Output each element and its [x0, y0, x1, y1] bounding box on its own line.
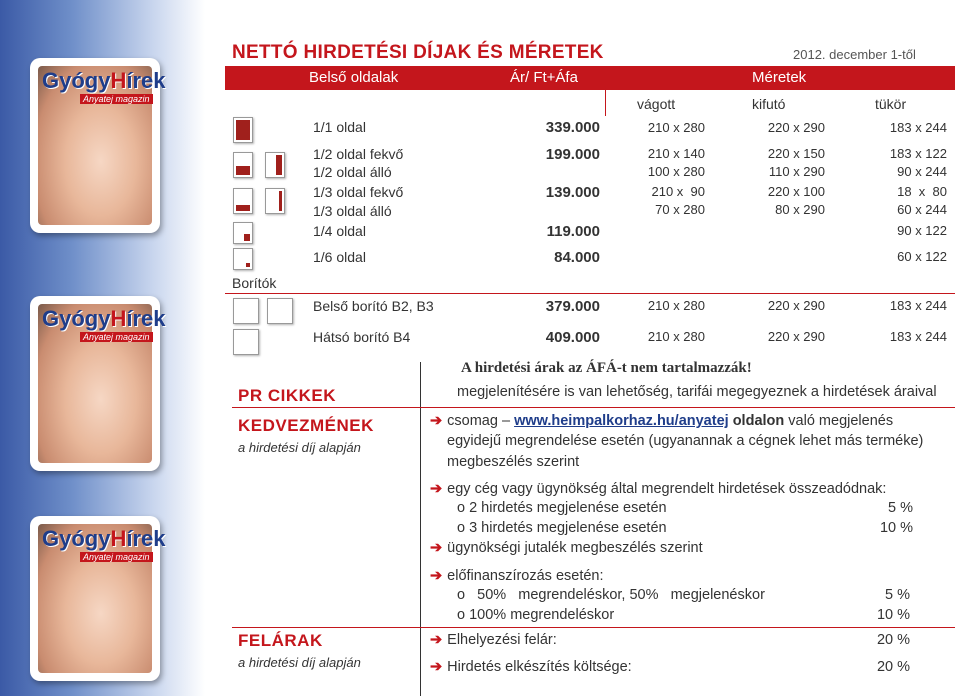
row-price: 199.000: [545, 146, 600, 163]
row-price: 139.000: [545, 184, 600, 201]
row-size-cut: 210 x 90: [651, 184, 705, 199]
row-label: 1/2 oldal fekvő: [313, 146, 404, 162]
row-size-bleed: 80 x 290: [775, 202, 825, 217]
cover-logo: GyógyHírek: [42, 526, 166, 551]
row-size-bleed: 220 x 100: [767, 184, 825, 199]
row-label: 1/1 oldal: [313, 119, 366, 135]
sidebar: [0, 0, 205, 696]
header-sizes: Méretek: [752, 69, 807, 86]
row-size-cut: 210 x 280: [647, 120, 705, 135]
surcharge-line: ➔ Hirdetés elkészítés költsége:: [430, 659, 632, 675]
section-divider: [232, 627, 955, 628]
row-price: 119.000: [546, 223, 600, 240]
surcharge-line: ➔ Elhelyezési felár:: [430, 632, 557, 648]
header-inner-pages: Belső oldalak: [309, 69, 399, 86]
pr-text: megjelenítésére is van lehetőség, tarifái megegyeznek a hirdetések áraival: [457, 384, 937, 400]
row-price: 379.000: [545, 298, 600, 315]
subheader-type-area: tükör: [875, 96, 907, 112]
main-content: [205, 0, 960, 696]
covers-section-label: Borítók: [232, 275, 277, 291]
row-size-cut: 210 x 280: [647, 298, 705, 313]
discount-pct: 5 %: [885, 587, 910, 603]
table-divider: [420, 362, 421, 696]
row-size-area: 183 x 122: [889, 146, 947, 161]
cover-logo: GyógyHírek: [42, 306, 166, 331]
discount-line: ➔ egy cég vagy ügynökség által megrendelt hirdetések összeadódnak:: [430, 481, 887, 497]
arrow-right-icon: ➔: [430, 481, 443, 497]
sixth-thumbnail: [233, 248, 253, 270]
row-size-area: 183 x 244: [889, 120, 947, 135]
discount-pct: 5 %: [888, 500, 913, 516]
third-horizontal-thumbnail: [233, 188, 253, 214]
row-label: 1/4 oldal: [313, 223, 366, 239]
half-horizontal-thumbnail: [233, 152, 253, 178]
row-label: 1/2 oldal álló: [313, 164, 392, 180]
row-size-cut: 100 x 280: [647, 164, 705, 179]
discount-sub: o 2 hirdetés megjelenése esetén: [457, 500, 667, 516]
inner-cover-thumbnail: [233, 298, 259, 324]
row-price: 84.000: [554, 249, 600, 266]
page-title: NETTÓ HIRDETÉSI DÍJAK ÉS MÉRETEK: [232, 42, 604, 63]
row-price: 339.000: [545, 119, 600, 136]
row-label: 1/6 oldal: [313, 249, 366, 265]
row-size-cut: 210 x 280: [647, 329, 705, 344]
arrow-right-icon: ➔: [430, 413, 443, 429]
row-size-bleed: 220 x 290: [767, 298, 825, 313]
discount-line: ➔ csomag – www.heimpalkorhaz.hu/anyatej oldalon való megjelenés: [430, 413, 894, 429]
arrow-right-icon: ➔: [430, 540, 443, 556]
row-label: Belső borító B2, B3: [313, 298, 434, 314]
discount-sub: o 50% megrendeléskor, 50% megjelenéskor: [457, 587, 765, 603]
row-size-area: 183 x 244: [889, 298, 947, 313]
valid-from-date: 2012. december 1-től: [793, 47, 916, 62]
discount-line: megbeszélés szerint: [447, 454, 580, 470]
cover-subtitle: Anyatej magazin: [80, 332, 153, 342]
row-price: 409.000: [545, 329, 600, 346]
table-header: [225, 66, 955, 90]
discount-section-title: KEDVEZMÉNEK: [238, 416, 374, 435]
magazine-cover-2: [30, 296, 166, 471]
row-size-area: 18 x 80: [897, 184, 947, 199]
row-size-area: 90 x 122: [897, 223, 947, 238]
row-size-cut: 70 x 280: [655, 202, 705, 217]
magazine-cover-1: [30, 58, 166, 233]
header-price: Ár/ Ft+Áfa: [510, 69, 578, 86]
table-divider: [225, 293, 955, 294]
row-size-cut: 210 x 140: [647, 146, 705, 161]
row-size-bleed: 110 x 290: [768, 164, 825, 179]
row-label: Hátsó borító B4: [313, 329, 411, 345]
magazine-cover-3: [30, 516, 166, 681]
third-vertical-thumbnail: [265, 188, 285, 214]
website-link[interactable]: www.heimpalkorhaz.hu/anyatej: [514, 413, 729, 429]
surcharge-pct: 20 %: [876, 632, 910, 648]
discount-sub: o 3 hirdetés megjelenése esetén: [457, 520, 667, 536]
discount-line: ➔ ügynökségi jutalék megbeszélés szerint: [430, 540, 703, 556]
discount-pct: 10 %: [879, 520, 913, 536]
cover-subtitle: Anyatej magazin: [80, 94, 153, 104]
full-page-thumbnail: [233, 117, 253, 143]
inner-cover-thumbnail: [267, 298, 293, 324]
arrow-right-icon: ➔: [430, 568, 443, 584]
surcharge-note: a hirdetési díj alapján: [238, 655, 361, 670]
discount-line: egyidejű megrendelése esetén (ugyanannak a cégnek lehet más terméke): [447, 433, 924, 449]
row-size-area: 90 x 244: [897, 164, 947, 179]
row-label: 1/3 oldal álló: [313, 203, 392, 219]
row-size-bleed: 220 x 290: [767, 329, 825, 344]
discount-pct: 10 %: [876, 607, 910, 623]
row-size-area: 60 x 122: [897, 249, 947, 264]
pr-section-title: PR CIKKEK: [238, 386, 337, 405]
subheader-cut: vágott: [637, 96, 676, 112]
row-size-bleed: 220 x 150: [767, 146, 825, 161]
row-label: 1/3 oldal fekvő: [313, 184, 404, 200]
row-size-area: 183 x 244: [889, 329, 947, 344]
discount-note: a hirdetési díj alapján: [238, 440, 361, 455]
cover-logo: GyógyHírek: [42, 68, 166, 93]
arrow-right-icon: ➔: [430, 659, 443, 675]
cover-subtitle: Anyatej magazin: [80, 552, 153, 562]
discount-sub: o 100% megrendeléskor: [457, 607, 615, 623]
surcharge-section-title: FELÁRAK: [238, 631, 323, 650]
discount-line: ➔ előfinanszírozás esetén:: [430, 568, 604, 584]
subheader-bleed: kifutó: [752, 96, 786, 112]
quarter-thumbnail: [233, 222, 253, 244]
row-size-area: 60 x 244: [897, 202, 947, 217]
surcharge-pct: 20 %: [876, 659, 910, 675]
half-vertical-thumbnail: [265, 152, 285, 178]
table-divider: [605, 90, 606, 116]
vat-note: A hirdetési árak az ÁFÁ-t nem tartalmazzák!: [461, 360, 752, 376]
row-size-bleed: 220 x 290: [767, 120, 825, 135]
back-cover-thumbnail: [233, 329, 259, 355]
section-divider: [232, 407, 955, 408]
arrow-right-icon: ➔: [430, 632, 443, 648]
